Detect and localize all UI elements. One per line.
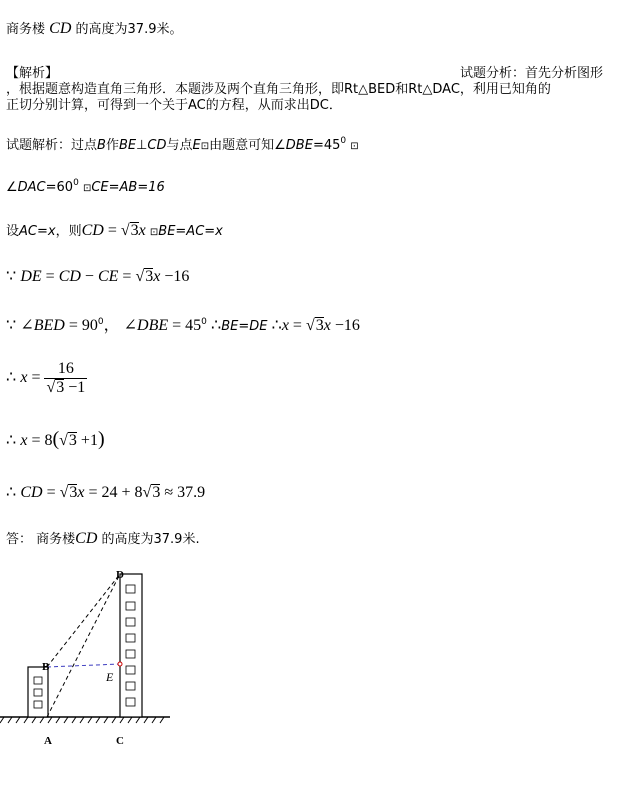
solution-line-2: $\angle DAC=60^0$ ⊡CE=AB=16 bbox=[6, 178, 165, 195]
line-ad bbox=[47, 574, 120, 717]
solution-line-1: 试题解析：过点B作BE⊥CD与点E⊡由题意可知$\angle DBE=45^0$ ⊡ bbox=[6, 136, 359, 153]
bottom-answer: 答： 商务楼CD 的高度为37.9米. bbox=[6, 530, 200, 547]
label-a: A bbox=[44, 735, 52, 747]
ground-hatching bbox=[0, 717, 164, 723]
building-ab bbox=[28, 667, 48, 717]
missing-glyph-icon: ⊡ bbox=[149, 227, 159, 238]
analysis-line-2: ，根据题意构造直角三角形．本题涉及两个直角三角形，即Rt△BED和Rt△DAC，利用已知角的 bbox=[6, 82, 551, 97]
missing-glyph-icon: ⊡ bbox=[350, 141, 359, 152]
building-cd bbox=[120, 574, 142, 717]
line-be bbox=[47, 664, 120, 667]
building-diagram bbox=[0, 560, 200, 750]
solution-line-6: ∴ x = $\frac{16}{√3 -1}$ bbox=[6, 360, 86, 396]
top-answer-prefix: 商务楼 bbox=[6, 22, 46, 37]
point-e-marker bbox=[118, 662, 122, 666]
solution-line-5: ∵ ∠BED = $90^0$， ∠DBE = $45^0$ ∴BE=DE ∴x = √3x −16 bbox=[6, 317, 360, 334]
solution-line-7: ∴ x = 8(√3 +1) bbox=[6, 428, 105, 450]
label-b: B bbox=[42, 661, 50, 673]
missing-glyph-icon: ⊡ bbox=[82, 183, 92, 194]
analysis-head: 试题分析：首先分析图形 bbox=[460, 66, 604, 81]
jiexi-label: 【解析】 bbox=[6, 66, 59, 81]
label-c: C bbox=[116, 735, 124, 747]
top-answer-variable: CD bbox=[49, 20, 72, 37]
label-d: D bbox=[116, 569, 124, 581]
label-e: E bbox=[106, 670, 114, 684]
missing-glyph-icon: ⊡ bbox=[200, 141, 210, 152]
top-answer bbox=[6, 18, 182, 38]
solution-line-8: ∴ CD = √3x = 24 + 8√3 ≈ 37.9 bbox=[6, 484, 206, 501]
line-bd bbox=[47, 574, 120, 667]
solution-line-4: ∵ DE = CD − CE = √3x −16 bbox=[6, 268, 190, 285]
analysis-line-3: 正切分别计算，可得到一个关于AC的方程，从而求出DC． bbox=[6, 98, 342, 113]
solution-line-3: 设AC=x，则CD = √3x ⊡BE=AC=x bbox=[6, 222, 223, 239]
fraction: $\frac{16}{√3 -1}$ bbox=[46, 360, 86, 396]
top-answer-suffix: 的高度为37.9米。 bbox=[75, 22, 183, 37]
